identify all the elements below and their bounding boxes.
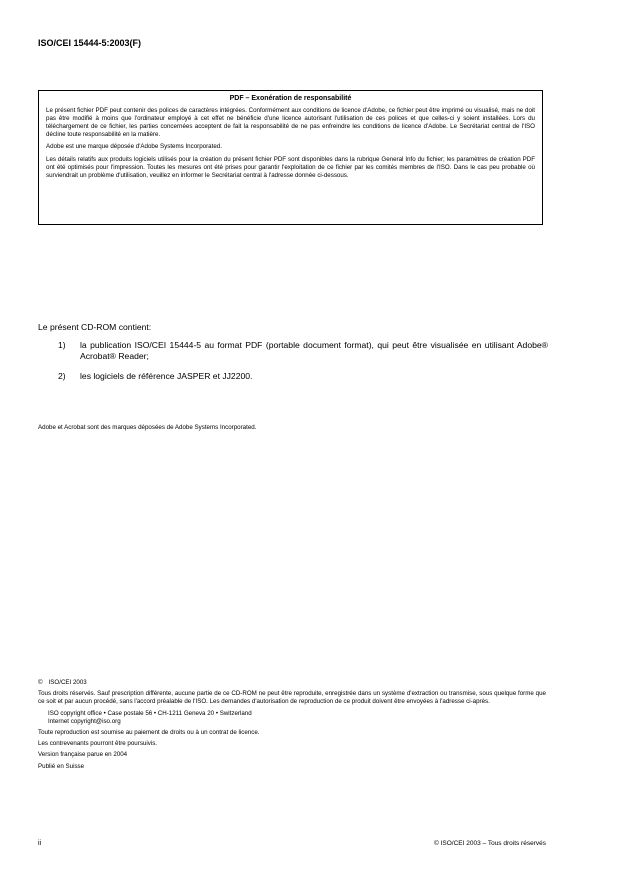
list-item (38, 371, 548, 382)
copyright-rights: Tous droits réservés. Sauf prescription différente, aucune partie de ce CD-ROM ne peut être reproduite, enregistrée dans un système d'extraction ou transmise, sous quelque forme que ce soit et par aucun procédé, sans l'accord préalable de l'ISO. Les demandes d'autorisation de reproduction de ce produit doivent être envoyées à l'adresse ci-après. (38, 690, 546, 706)
cdrom-intro: Le présent CD-ROM contient: (38, 322, 152, 332)
copyright-symbol: © (38, 679, 43, 686)
copyright-note: Les contrevenants pourront être poursuivis. (38, 740, 158, 748)
copyright-line (38, 679, 546, 687)
list-item-number: 2) (58, 371, 66, 381)
list-item (38, 340, 548, 362)
list-item-text: la publication ISO/CEI 15444-5 au format PDF (portable document format), qui peut être visualisée en utilisant Adobe® Acrobat® Reader; (80, 340, 548, 361)
cdrom-list (38, 340, 548, 382)
disclaimer-paragraph: Adobe est une marque déposée d'Adobe Systems Incorporated. (46, 143, 222, 151)
document-reference: ISO/CEI 15444-5:2003(F) (38, 38, 142, 48)
copyright-note: Toute reproduction est soumise au paiement de droits ou à un contrat de licence. (38, 729, 260, 737)
copyright-note: Publié en Suisse (38, 762, 85, 770)
cdrom-contents (38, 322, 548, 391)
list-item-text: les logiciels de référence JASPER et JJ2200. (80, 371, 253, 381)
pdf-disclaimer-box (38, 90, 543, 225)
address-line: ISO copyright office • Case postale 56 • CH-1211 Geneva 20 • Switzerland (48, 709, 252, 717)
disclaimer-paragraph: Le présent fichier PDF peut contenir des polices de caractères intégrées. Conformément aux conditions de licence d'Adobe, ce fichier peut être imprimé ou visualisé, mais ne doit pas être modifié à moins que l'ordinateur employé à cet effet ne bénéficie d'une licence autorisant l'utilisation de ces polices et que celles-ci y soient installées. Lors du téléchargement de ce fichier, les parties concernées acceptent de fait la responsabilité de ne pas enfreindre les conditions de licence d'Adobe. Le Secrétariat central de l'ISO décline toute responsabilité en la matière. (46, 107, 535, 139)
copyright-address (38, 710, 546, 726)
copyright-note: Version française parue en 2004 (38, 751, 128, 759)
footer-rights: © ISO/CEI 2003 – Tous droits réservés (434, 840, 546, 847)
disclaimer-paragraph: Les détails relatifs aux produits logiciels utilisés pour la création du présent fichier PDF sont disponibles dans la rubrique General Info du fichier; les paramètres de création PDF ont été optimisés pour l'impression. Toutes les mesures ont été prises pour garantir l'exploitation de ce fichier par les comités membres de l'ISO. Dans le cas peu probable où surviendrait un problème d'utilisation, veuillez en informer le Secrétariat central à l'adresse donnée ci-dessous. (46, 155, 535, 179)
copyright-holder: ISO/CEI 2003 (48, 679, 87, 686)
copyright-block (38, 679, 546, 774)
disclaimer-title: PDF – Exonération de responsabilité (229, 95, 352, 102)
address-email: Internet copyright@iso.org (48, 717, 121, 725)
trademark-note: Adobe et Acrobat sont des marques déposées de Adobe Systems Incorporated. (38, 424, 257, 431)
page-number: ii (38, 840, 42, 847)
list-item-number: 1) (58, 340, 66, 350)
